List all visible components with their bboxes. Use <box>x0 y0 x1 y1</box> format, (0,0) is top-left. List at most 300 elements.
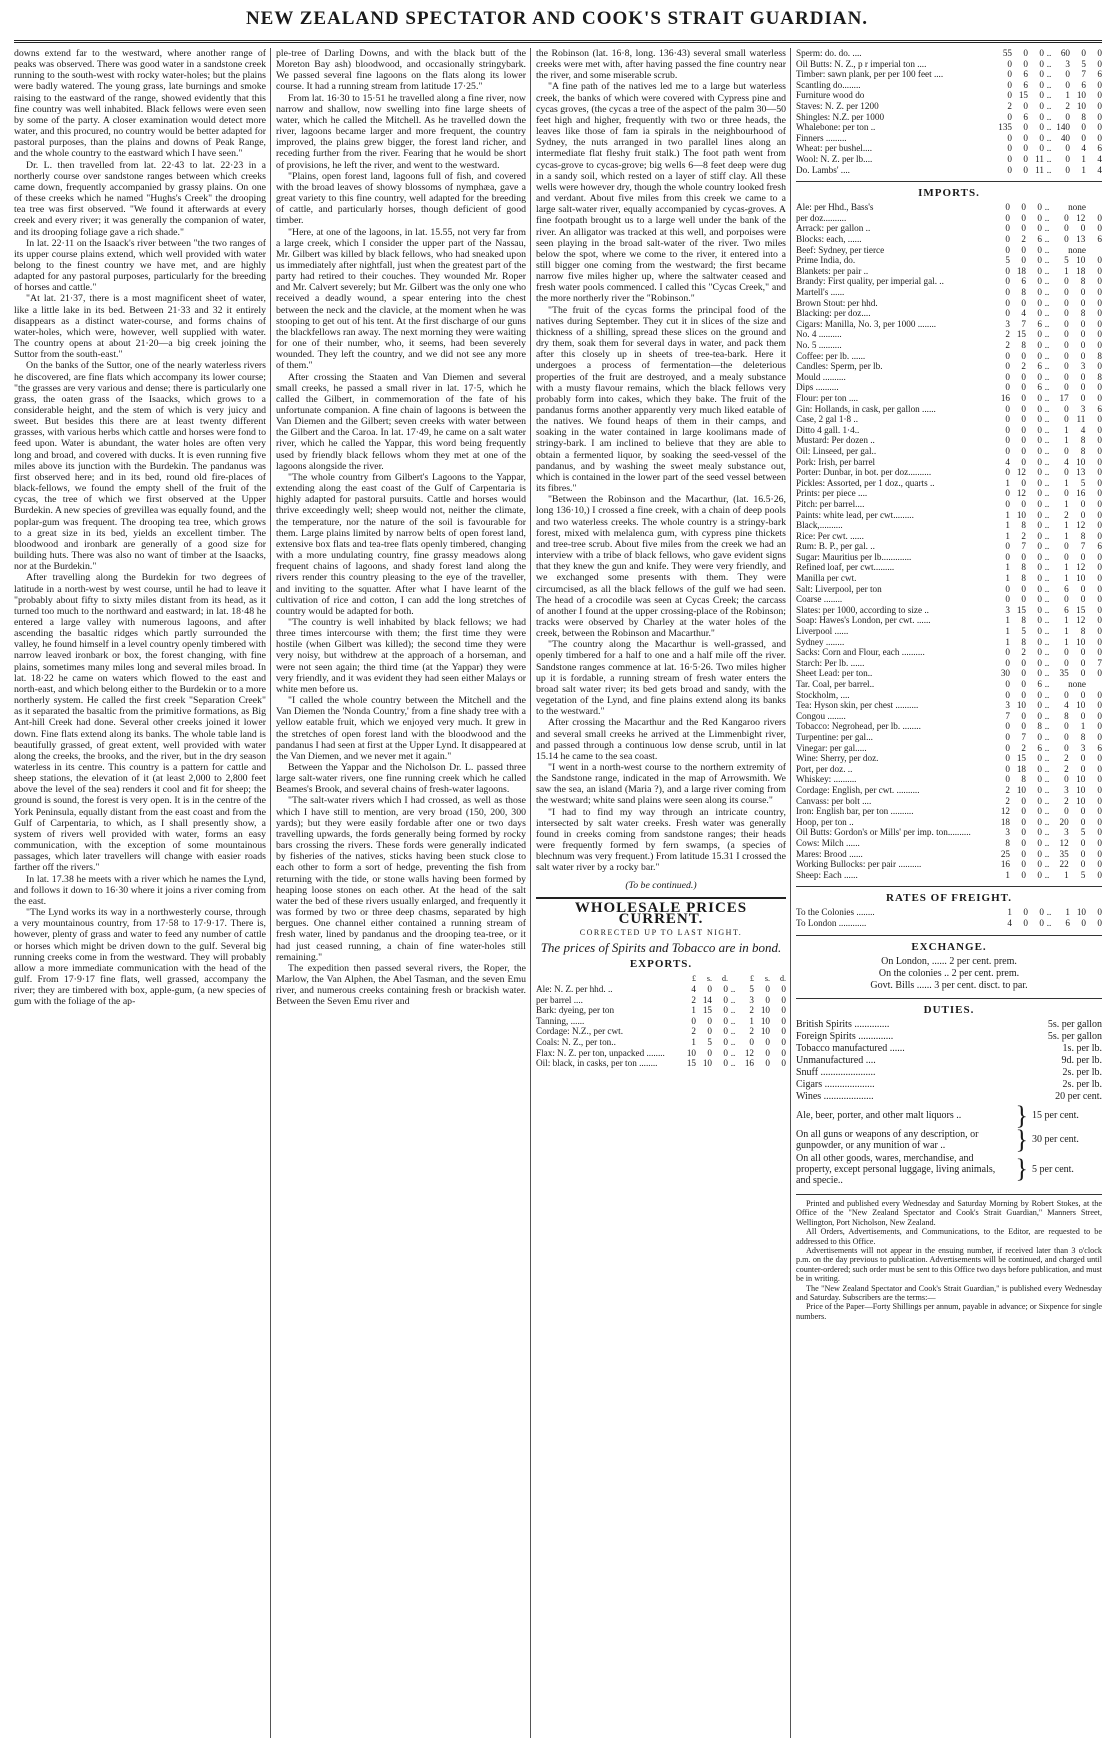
price-low: 15 <box>1018 90 1028 101</box>
price-high: 0 <box>1080 594 1086 605</box>
price-row <box>796 213 1102 224</box>
price-label: Sydney ........ <box>796 636 845 647</box>
price-high: 1 <box>1081 164 1086 175</box>
masthead-rule <box>14 40 1102 43</box>
price-high: 0 <box>781 1037 786 1048</box>
price-row <box>796 679 1102 690</box>
price-low: 7 <box>1021 731 1026 742</box>
price-label: No. 5 .......... <box>796 340 842 350</box>
price-low: 2 <box>691 1026 696 1037</box>
duty-value: 5s. per gallon <box>1047 1018 1102 1030</box>
separator: .. <box>730 1058 736 1069</box>
price-label: Ditto 4 gall. 1·4.. <box>796 424 860 435</box>
price-high: 0 <box>1080 837 1086 848</box>
price-low: 0 <box>1005 445 1010 456</box>
price-low: 0 <box>1021 403 1026 414</box>
price-row <box>796 658 1102 669</box>
price-high: 2 <box>749 1005 754 1016</box>
price-low: 12 <box>1000 806 1010 817</box>
price-high: 10 <box>1076 784 1086 795</box>
price-low: 0 <box>1037 636 1042 647</box>
duty-row <box>796 1031 1102 1043</box>
price-high: 10 <box>760 1005 770 1016</box>
price-high: 0 <box>1080 329 1086 340</box>
price-low: 0 <box>1021 244 1026 255</box>
price-low: 0 <box>1023 58 1028 69</box>
duty-group <box>796 1124 1102 1154</box>
exchange-title: EXCHANGE. <box>911 940 987 953</box>
price-low: 4 <box>1005 456 1010 467</box>
price-low: 0 <box>1037 731 1042 742</box>
price-row <box>796 584 1102 595</box>
separator: .. <box>1044 763 1050 774</box>
price-low: 0 <box>707 1026 712 1037</box>
price-low: 0 <box>1007 111 1012 122</box>
price-low: 0 <box>1005 350 1010 361</box>
price-row <box>796 266 1102 277</box>
price-label: Staves: N. Z. per 1200 <box>796 100 879 111</box>
price-low: 0 <box>1037 530 1042 541</box>
article-paragraph: After crossing the Staaten and Van Diemen and several small creeks, he passed a small river in lat. 17·5, which he called the Gilbert, in commemoration of the fate of his unfortunate companion. A fine chain of lagoons is between the Van Diemen and the Gilbert; seven creeks with water between the Gilbert and the Caroa. In lat. 17·49, he came on a salt water river, which he called the Yappar, this word being frequently used by friendly black fellows whom they met at one of the lagoons alongside the river. <box>276 371 526 472</box>
price-high: 0 <box>1065 111 1070 122</box>
price-low: 0 <box>1021 435 1026 446</box>
separator: .. <box>1044 223 1050 234</box>
currency-unit: s. <box>764 973 770 983</box>
price-high: 0 <box>1081 122 1086 133</box>
price-row <box>536 1016 786 1027</box>
price-low: 0 <box>1037 689 1042 700</box>
price-high: 0 <box>1064 234 1069 245</box>
price-low: 0 <box>1021 827 1026 838</box>
price-high: 4 <box>1064 700 1069 711</box>
price-row <box>796 870 1102 881</box>
price-row <box>796 112 1102 123</box>
price-high: 5 <box>1080 477 1086 488</box>
freight-title: RATES OF FREIGHT. <box>886 892 1012 905</box>
price-high: 0 <box>781 1047 786 1058</box>
duty-group <box>796 1100 1102 1130</box>
separator: .. <box>730 984 736 995</box>
price-row <box>796 351 1102 362</box>
price-low: 1 <box>1005 509 1010 520</box>
article-paragraph: "The fruit of the cycas forms the principal food of the natives during September. They cut it in slices of the size and thickness of a shilling, spread these slices on the ground and dry them, soak them for several days in water, and pack them after this closely up in sheets of tree-tea-bark. Here it undergoes a process of fermentation—the deleterious properties of the fruit are destroyed, and a mealy substance with a musty flavour remains, which the black fellows very probably form into cakes, which they bake. The fruit of the pandanus forms another apparently very much liked eatable of the natives. We found heaps of them in their camps, and soaking in the water contained in large koolimans made of stringy-bark. I am inclined to believe that they are able to obtain a fermented liquor, by soaking the seed-vessel of the pandanus, and by washing the sweet mealy substance out, which is contained in the lower part of the seed vessel between its fibres." <box>536 304 786 495</box>
price-low: 0 <box>1039 90 1044 101</box>
price-high: 8 <box>1081 111 1086 122</box>
article-paragraph: "The whole country from Gilbert's Lagoons to the Yappar, extending along the east coast of the Gulf of Carpentaria is highly adapted for pastoral pursuits. Cattle and horses would thrive exceedingly well; sheep would not, neither the climate, the temperature, nor the nature of the soil is favourable for them. Large plains limited by narrow belts of open forest land, extensive box flats and tea-tree flats openly timbered, changing with a more undulating country, fine grassy meadows along frequent chains of lagoons, and shady forest land along the rivers render this country pleasing to the eye of the traveller, and inviting to the squatter. After what I have learnt of the cultivation of rice and cotton, I can add the long stretches of country would be adapted for both. <box>276 471 526 617</box>
price-high: 0 <box>1065 153 1070 164</box>
duty-value: 30 per cent. <box>1032 1134 1079 1146</box>
price-low: 0 <box>1023 153 1028 164</box>
separator: .. <box>1044 445 1050 456</box>
price-label: Manilla per cwt. <box>796 573 857 584</box>
price-high: 0 <box>1097 626 1102 637</box>
price-high: 0 <box>1064 371 1069 382</box>
price-high: 0 <box>1097 435 1102 446</box>
price-high: 2 <box>1064 753 1069 764</box>
price-high: 8 <box>1080 308 1086 319</box>
price-high: 0 <box>1097 265 1102 276</box>
separator: .. <box>1044 583 1050 594</box>
price-low: 7 <box>1021 318 1026 329</box>
duty-label: Tobacco manufactured ...... <box>796 1042 905 1054</box>
article-paragraph: On the banks of the Suttor, one of the nearly waterless rivers he discovered, are fine flats which accompany its lower course; "the grasses are very various and dense; there is particularly one grass, the oaten grass of the Isaacks, which grows to a considerable height, and the stem of which is very juicy and sweet. But besides this there are at least twenty different grasses, with various herbs which cattle and horses were fond to feed upon. Water is abundant, the water holes are often very long and broad, and covered with ducks. It is even running five miles above its junction with the Burdekin. The pandanus was first observed here; and in its bed, round old fire-places of black-fellows, we found the empty shell of the fruit of the cycas, the tree of which we first observed at the Upper Burdekin. A new species of grevillea was equally found, and the poplar-gum was frequent. The drooping tea tree, which grows to a great size in its bed, yields an excellent timber. The bloodwood and ironbark are generally of a good size for building huts. There was also no want of timber at the Isaacks, nor at the Burdekin." <box>14 360 266 573</box>
price-high: 3 <box>1064 784 1069 795</box>
price-low: 0 <box>723 984 728 995</box>
price-label: Cows: Milch ...... <box>796 837 860 848</box>
separator: .. <box>1046 918 1052 929</box>
price-low: 0 <box>1005 435 1010 446</box>
price-label: Brown Stout: per hhd. <box>796 297 878 308</box>
price-high: 0 <box>1064 445 1069 456</box>
article-paragraph: the Robinson (lat. 16·8, long. 136·43) several small waterless creeks were met with, after having passed the fine country near the river, and some miserable scrub. <box>536 48 786 82</box>
price-low: 0 <box>1005 287 1010 298</box>
price-low: 0 <box>1037 848 1042 859</box>
price-low: 0 <box>1023 918 1028 929</box>
price-low: 10 <box>1016 784 1026 795</box>
price-high: 0 <box>1065 79 1070 90</box>
price-low: 10 <box>702 1058 712 1069</box>
price-low: 8 <box>1021 636 1026 647</box>
price-low: 0 <box>1037 753 1042 764</box>
price-low: 2 <box>1021 361 1026 372</box>
article-paragraph: After crossing the Macarthur and the Red Kangaroo rivers and several small creeks he arrived at the Limmenbight river, and passed through a continuous low dense scrub, until in lat 15.14 he came to the sea coast. <box>536 717 786 762</box>
separator: .. <box>1044 626 1050 637</box>
price-high: 0 <box>1097 636 1102 647</box>
price-low: 7 <box>1005 710 1010 721</box>
price-high: 2 <box>1064 509 1069 520</box>
price-row <box>536 1048 786 1059</box>
price-high: 12 <box>1076 520 1086 531</box>
price-label: Turpentine: per gal... <box>796 731 873 742</box>
price-low: 0 <box>1005 361 1010 372</box>
price-high: 16 <box>744 1058 754 1069</box>
separator: .. <box>730 1037 736 1048</box>
price-low: 3 <box>1005 827 1010 838</box>
price-high: 0 <box>1097 111 1102 122</box>
price-high: 0 <box>1080 223 1086 234</box>
price-low: 0 <box>1021 837 1026 848</box>
price-high: 0 <box>1097 340 1102 350</box>
price-low: 2 <box>1021 742 1026 753</box>
price-low: 0 <box>1021 371 1026 382</box>
price-row <box>796 414 1102 425</box>
duty-label: Wines .................... <box>796 1090 874 1102</box>
price-row <box>796 298 1102 309</box>
price-row <box>796 711 1102 722</box>
separator: .. <box>1044 615 1050 626</box>
price-high: 3 <box>1065 58 1070 69</box>
price-high: 7 <box>1097 657 1102 668</box>
price-high: 0 <box>1097 212 1102 223</box>
price-row <box>796 838 1102 849</box>
separator: .. <box>1044 816 1050 827</box>
price-high: 0 <box>1080 509 1086 520</box>
price-label: Sperm: do. do. .... <box>796 48 862 58</box>
separator: .. <box>1044 308 1050 319</box>
separator: .. <box>1044 403 1050 414</box>
price-low: 0 <box>1005 244 1010 255</box>
separator: .. <box>1044 551 1050 562</box>
price-high: 0 <box>1064 350 1069 361</box>
price-high: 0 <box>1064 382 1069 393</box>
exchange-row: On the colonies .. 2 per cent. prem. <box>878 967 1020 979</box>
wholesale-title: WHOLESALE PRICES CURRENT. <box>536 897 786 925</box>
price-high: 1 <box>1065 907 1070 918</box>
price-high: 0 <box>1097 689 1102 700</box>
price-low: 0 <box>1005 308 1010 319</box>
price-high: 0 <box>1097 763 1102 774</box>
price-row <box>796 647 1102 658</box>
price-high: 6 <box>1097 69 1102 80</box>
separator: .. <box>1046 907 1052 918</box>
price-high: 0 <box>1064 329 1069 340</box>
price-row <box>796 59 1102 70</box>
separator: .. <box>1044 329 1050 340</box>
article-paragraph: The expedition then passed several rivers, the Roper, the Marlow, the Van Alphen, the Abel Tasman, and the seven Emu river, and numerous creeks containing fresh or brackish water. Between the Seven Emu river and <box>276 962 526 1008</box>
price-high: 5 <box>1080 827 1086 838</box>
price-high: 8 <box>1064 710 1069 721</box>
article-paragraph: "The Lynd works its way in a northwesterly course, through a very mountainous country, from 17·58 to 17·9·17. There is, however, plenty of grass and water to feed any number of cattle or horses which might be driven down to the gulf. Several big running creeks come in from the westward. They will probably allow a more immediate communication with the head of the gulf. From 17·9·17 fine flats, well grassed, accompany the river; they are timbered with box, apple-gum, (a new species of gum with the foliage of the ap- <box>14 907 266 1008</box>
duties-title: DUTIES. <box>923 1003 975 1016</box>
price-low: 0 <box>1039 48 1044 58</box>
price-low: 6 <box>1023 111 1028 122</box>
price-low: 0 <box>1037 435 1042 446</box>
price-label: Tea: Hyson skin, per chest .......... <box>796 700 919 711</box>
price-low: 18 <box>1016 763 1026 774</box>
price-label: per doz.......... <box>796 212 847 223</box>
separator: .. <box>1044 414 1050 425</box>
price-label: Vinegar: per gal..... <box>796 742 867 753</box>
price-low: 0 <box>1023 48 1028 58</box>
price-high: 0 <box>1064 657 1069 668</box>
price-high: 0 <box>1097 308 1102 319</box>
price-high: 6 <box>1064 604 1069 615</box>
exports-table <box>536 974 786 1069</box>
price-low: 0 <box>1021 223 1026 234</box>
price-low: 0 <box>1005 594 1010 605</box>
price-label: Scantling do........ <box>796 79 861 90</box>
price-low: 0 <box>1037 329 1042 340</box>
price-low: 0 <box>1021 679 1026 689</box>
duty-label: Snuff ...................... <box>796 1066 876 1078</box>
price-low: 0 <box>1005 276 1010 287</box>
price-high: 6 <box>1081 79 1086 90</box>
price-high: 10 <box>1076 636 1086 647</box>
price-low: 0 <box>1037 403 1042 414</box>
price-low: 0 <box>1005 689 1010 700</box>
duties-list <box>796 1019 1102 1186</box>
imprint-paragraph: All Orders, Advertisements, and Communications, to the Editor, are requested to be addressed to this Office. <box>796 1227 1102 1246</box>
price-high: 0 <box>781 1005 786 1016</box>
price-low: 0 <box>1007 69 1012 80</box>
price-high: 1 <box>1064 626 1069 637</box>
separator: .. <box>1044 244 1050 255</box>
price-low: 6 <box>1023 69 1028 80</box>
currency-unit: s. <box>706 973 712 983</box>
price-label: Finners ......... <box>796 132 847 143</box>
price-low: 0 <box>1021 869 1026 880</box>
price-label: Slates: per 1000, according to size .. <box>796 604 929 615</box>
price-low: 0 <box>1007 164 1012 175</box>
price-label: Tanning, ...... <box>536 1015 585 1026</box>
separator: .. <box>1044 297 1050 308</box>
article-column-3 <box>536 48 786 1738</box>
price-row <box>796 234 1102 245</box>
price-low: 0 <box>1021 477 1026 488</box>
price-high: 0 <box>1080 382 1086 393</box>
price-high: 6 <box>1097 742 1102 753</box>
price-high: 2 <box>749 1026 754 1037</box>
price-low: 0 <box>1039 122 1044 133</box>
imprint-paragraph: Printed and published every Wednesday and Saturday Morning by Robert Stokes, at the Office of the "New Zealand Spectator and Cook's Strait Guardian," Manners Street, Wellington, Port Nicholson, New Zealand. <box>796 1198 1102 1227</box>
price-low: 18 <box>1000 816 1010 827</box>
price-low: 6 <box>1037 679 1042 689</box>
wholesale-subtitle: CORRECTED UP TO LAST NIGHT. <box>579 928 743 938</box>
brace: } <box>1015 1100 1028 1130</box>
price-high: 0 <box>1065 69 1070 80</box>
duty-value: 20 per cent. <box>1055 1090 1102 1102</box>
separator: .. <box>1044 848 1050 859</box>
separator: .. <box>1044 562 1050 573</box>
separator: .. <box>1046 48 1052 58</box>
price-row <box>796 435 1102 446</box>
price-low: 0 <box>1005 371 1010 382</box>
price-row <box>796 165 1102 176</box>
price-low: 0 <box>1007 132 1012 143</box>
price-high: 0 <box>1097 816 1102 827</box>
price-low: 0 <box>1005 212 1010 223</box>
freight-table <box>796 907 1102 928</box>
separator: .. <box>1044 541 1050 552</box>
price-low: 0 <box>1021 859 1026 870</box>
price-high: 0 <box>1080 318 1086 329</box>
price-low: 15 <box>1016 753 1026 764</box>
price-high: 0 <box>1080 371 1086 382</box>
price-high: 0 <box>1097 58 1102 69</box>
price-low: 0 <box>1039 69 1044 80</box>
price-low: 0 <box>723 1026 728 1037</box>
price-low: 2 <box>1005 795 1010 806</box>
price-label: Blocks: each, ...... <box>796 234 862 245</box>
price-high: 0 <box>765 1047 770 1058</box>
separator: .. <box>1046 90 1052 101</box>
price-low: 0 <box>1005 742 1010 753</box>
price-low: 0 <box>1005 202 1010 213</box>
separator: .. <box>1044 679 1050 689</box>
separator: .. <box>1044 456 1050 467</box>
price-row <box>796 276 1102 287</box>
price-label: Do. Lambs' .... <box>796 164 850 175</box>
price-row <box>796 122 1102 133</box>
price-label: Prints: per piece .... <box>796 488 868 499</box>
to-be-continued: (To be continued.) <box>625 879 697 891</box>
price-low: 1 <box>1005 869 1010 880</box>
price-low: 0 <box>1005 753 1010 764</box>
separator: .. <box>1044 488 1050 499</box>
price-high: 0 <box>1064 212 1069 223</box>
price-low: 8 <box>1005 837 1010 848</box>
price-low: 4 <box>1007 918 1012 929</box>
price-label: Pork: Irish, per barrel <box>796 456 876 467</box>
price-high: 1 <box>749 1015 754 1026</box>
price-low: 0 <box>1037 604 1042 615</box>
price-label: Sacks: Corn and Flour, each .......... <box>796 647 925 658</box>
price-low: 1 <box>1005 615 1010 626</box>
price-label: Wine: Sherry, per doz. <box>796 753 879 764</box>
price-high: 12 <box>1076 562 1086 573</box>
separator: .. <box>1044 753 1050 764</box>
price-high: 10 <box>1076 700 1086 711</box>
price-low: 0 <box>1037 710 1042 721</box>
price-row <box>796 510 1102 521</box>
price-low: 0 <box>1021 202 1026 213</box>
price-low: 0 <box>1005 467 1010 478</box>
exchange-row: On London, ...... 2 per cent. prem. <box>881 955 1017 967</box>
price-high: 0 <box>1097 392 1102 403</box>
price-high: 0 <box>1097 848 1102 859</box>
separator: .. <box>1044 657 1050 668</box>
price-low: 0 <box>1007 153 1012 164</box>
price-row <box>796 637 1102 648</box>
separator: .. <box>1046 164 1052 175</box>
price-high: 0 <box>1064 414 1069 425</box>
price-row <box>796 393 1102 404</box>
price-high: 1 <box>1064 530 1069 541</box>
price-high: 0 <box>765 1058 770 1069</box>
price-low: 0 <box>1021 498 1026 509</box>
price-low: 0 <box>1005 297 1010 308</box>
duty-value: 15 per cent. <box>1032 1110 1079 1122</box>
separator: .. <box>1044 520 1050 531</box>
price-label: Soap: Hawes's London, per cwt. ...... <box>796 615 931 626</box>
price-label: Oil: black, in casks, per ton ........ <box>536 1058 658 1069</box>
price-low: 0 <box>1021 414 1026 425</box>
price-high: 8 <box>1097 371 1102 382</box>
separator: .. <box>1046 79 1052 90</box>
price-low: 0 <box>1005 657 1010 668</box>
separator: .. <box>1044 859 1050 870</box>
price-high: 0 <box>1080 806 1086 817</box>
price-low: 0 <box>1021 795 1026 806</box>
price-row <box>796 541 1102 552</box>
price-high: 35 <box>1059 848 1069 859</box>
price-low: 0 <box>723 994 728 1005</box>
price-high: 4 <box>1097 153 1102 164</box>
price-low: 2 <box>1007 100 1012 111</box>
price-high: 0 <box>1097 297 1102 308</box>
price-low: 11 <box>1035 153 1044 164</box>
price-low: 0 <box>1021 806 1026 817</box>
price-high: 12 <box>1076 212 1086 223</box>
price-low: 0 <box>1021 212 1026 223</box>
price-low: 0 <box>1037 255 1042 266</box>
article-paragraph: In lat. 17.38 he meets with a river which he names the Lynd, and follows it down to 16·30 where it joins a river coming from the east. <box>14 873 266 907</box>
price-high: 1 <box>1064 477 1069 488</box>
article-paragraph: In lat. 22·11 on the Isaack's river between "the two ranges of its upper course plains extend, which well provided with water belong to the finest country we have met, and are highly adapted for any pastoral purposes, particularly for the breeding of horses and cattle." <box>14 237 266 294</box>
price-low: 6 <box>1037 382 1042 393</box>
price-low: 0 <box>1037 859 1042 870</box>
price-low: 0 <box>1037 392 1042 403</box>
price-high: 0 <box>1080 689 1086 700</box>
price-high: 0 <box>1064 297 1069 308</box>
price-high: 1 <box>1064 498 1069 509</box>
price-low: 1 <box>1005 477 1010 488</box>
price-row <box>536 984 786 995</box>
wholesale-note: The prices of Spirits and Tobacco are in bond. <box>540 940 782 956</box>
price-low: 0 <box>1005 382 1010 393</box>
price-label: Congou ........ <box>796 710 846 721</box>
price-low: 5 <box>1021 626 1026 637</box>
